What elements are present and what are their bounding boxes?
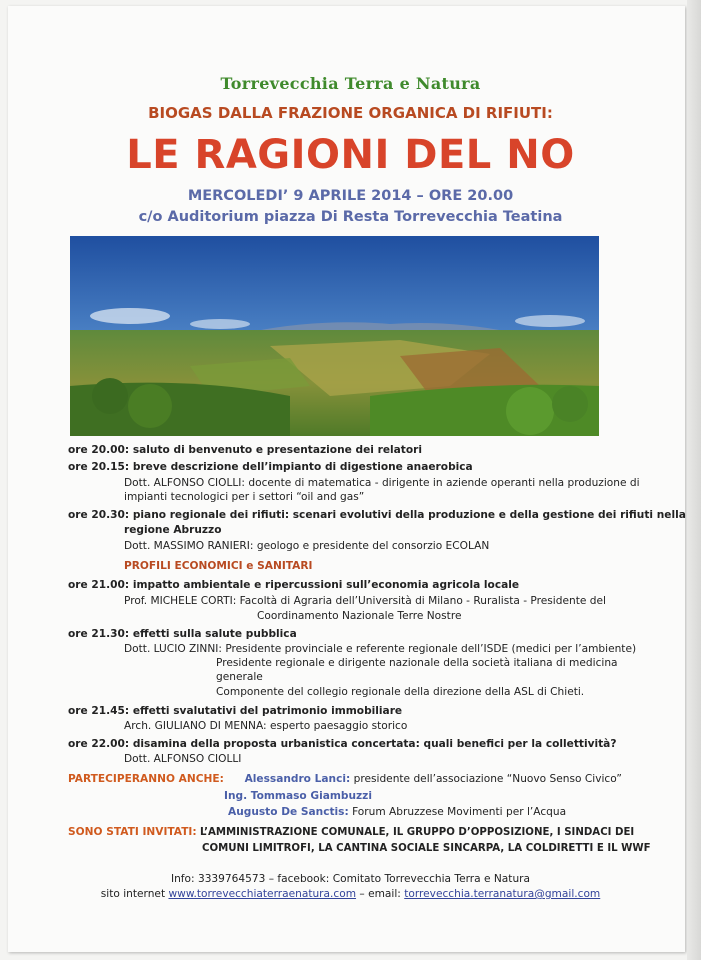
speaker-desc: impianti tecnologici per i settori “oil and gas”: [124, 491, 365, 503]
speaker-line: Dott. ALFONSO CIOLLI: [124, 753, 242, 765]
invited-label: SONO STATI INVITATI:: [68, 826, 197, 838]
organization-name: Torrevecchia Terra e Natura: [220, 74, 481, 93]
speaker-line: Dott. LUCIO ZINNI: Presidente provinciale e referente regionale dell’ISDE (medici per l’ambiente): [124, 643, 637, 655]
participant-line: Augusto De Sanctis: Forum Abruzzese Movimenti per l’Acqua: [228, 806, 567, 818]
footer-links: sito internet www.torrevecchiaterraenatura.com – email: torrevecchia.terranatura@gmail.com: [100, 888, 601, 900]
program-item-4: ore 21.00: impatto ambientale e ripercussioni sull’economia agricola locale: [68, 579, 520, 591]
program-item-5: ore 21.30: effetti sulla salute pubblica: [68, 628, 297, 640]
invited-cont: COMUNI LIMITROFI, LA CANTINA SOCIALE SINCARPA, LA COLDIRETTI E IL WWF: [202, 843, 651, 854]
footer-info: Info: 3339764573 – facebook: Comitato Torrevecchia Terra e Natura: [170, 873, 531, 885]
participants-label: PARTECIPERANNO ANCHE:: [68, 773, 224, 785]
program-item-6: ore 21.45: effetti svalutativi del patrimonio immobiliare: [68, 705, 403, 717]
program-item-1: ore 20.00: saluto di benvenuto e presentazione dei relatori: [68, 444, 422, 456]
speaker-desc: generale: [216, 671, 263, 683]
speaker-line: Dott. ALFONSO CIOLLI: docente di matematica - dirigente in aziende operanti nella produzione di: [124, 477, 640, 489]
program-item-3-cont: regione Abruzzo: [124, 524, 222, 536]
participants-line: PARTECIPERANNO ANCHE: Alessandro Lanci: presidente dell’associazione “Nuovo Senso Civico”: [68, 773, 622, 785]
event-title: LE RAGIONI DEL NO: [126, 132, 575, 178]
speaker-line: Dott. MASSIMO RANIERI: geologo e presidente del consorzio ECOLAN: [124, 540, 490, 552]
website-link[interactable]: www.torrevecchiaterraenatura.com: [168, 888, 357, 900]
speaker-desc: Coordinamento Nazionale Terre Nostre: [257, 610, 462, 622]
section-heading: PROFILI ECONOMICI e SANITARI: [124, 560, 313, 572]
speaker-line: Arch. GIULIANO DI MENNA: esperto paesaggio storico: [124, 720, 408, 732]
event-subtitle: BIOGAS DALLA FRAZIONE ORGANICA DI RIFIUTI:: [148, 104, 553, 122]
event-date: MERCOLEDI’ 9 APRILE 2014 – ORE 20.00: [187, 188, 514, 204]
speaker-desc: Presidente regionale e dirigente nazionale della società italiana di medicina: [216, 657, 618, 669]
speaker-desc: Componente del collegio regionale della direzione della ASL di Chieti.: [216, 686, 585, 698]
event-venue: c/o Auditorium piazza Di Resta Torrevecchia Teatina: [138, 209, 563, 225]
program-item-2: ore 20.15: breve descrizione dell’impianto di digestione anaerobica: [68, 461, 473, 473]
program-item-7: ore 22.00: disamina della proposta urbanistica concertata: quali benefici per la collettività?: [68, 738, 617, 750]
email-link[interactable]: torrevecchia.terranatura@gmail.com: [404, 888, 601, 900]
participant-name: Ing. Tommaso Giambuzzi: [224, 790, 372, 802]
invited-line: SONO STATI INVITATI: L’AMMINISTRAZIONE COMUNALE, IL GRUPPO D’OPPOSIZIONE, I SINDACI DEI: [68, 826, 635, 838]
speaker-line: Prof. MICHELE CORTI: Facoltà di Agraria dell’Università di Milano - Ruralista - Presidente del: [124, 595, 606, 607]
program-item-3: ore 20.30: piano regionale dei rifiuti: scenari evolutivi della produzione e della gestione dei rifiuti nella: [68, 509, 686, 521]
